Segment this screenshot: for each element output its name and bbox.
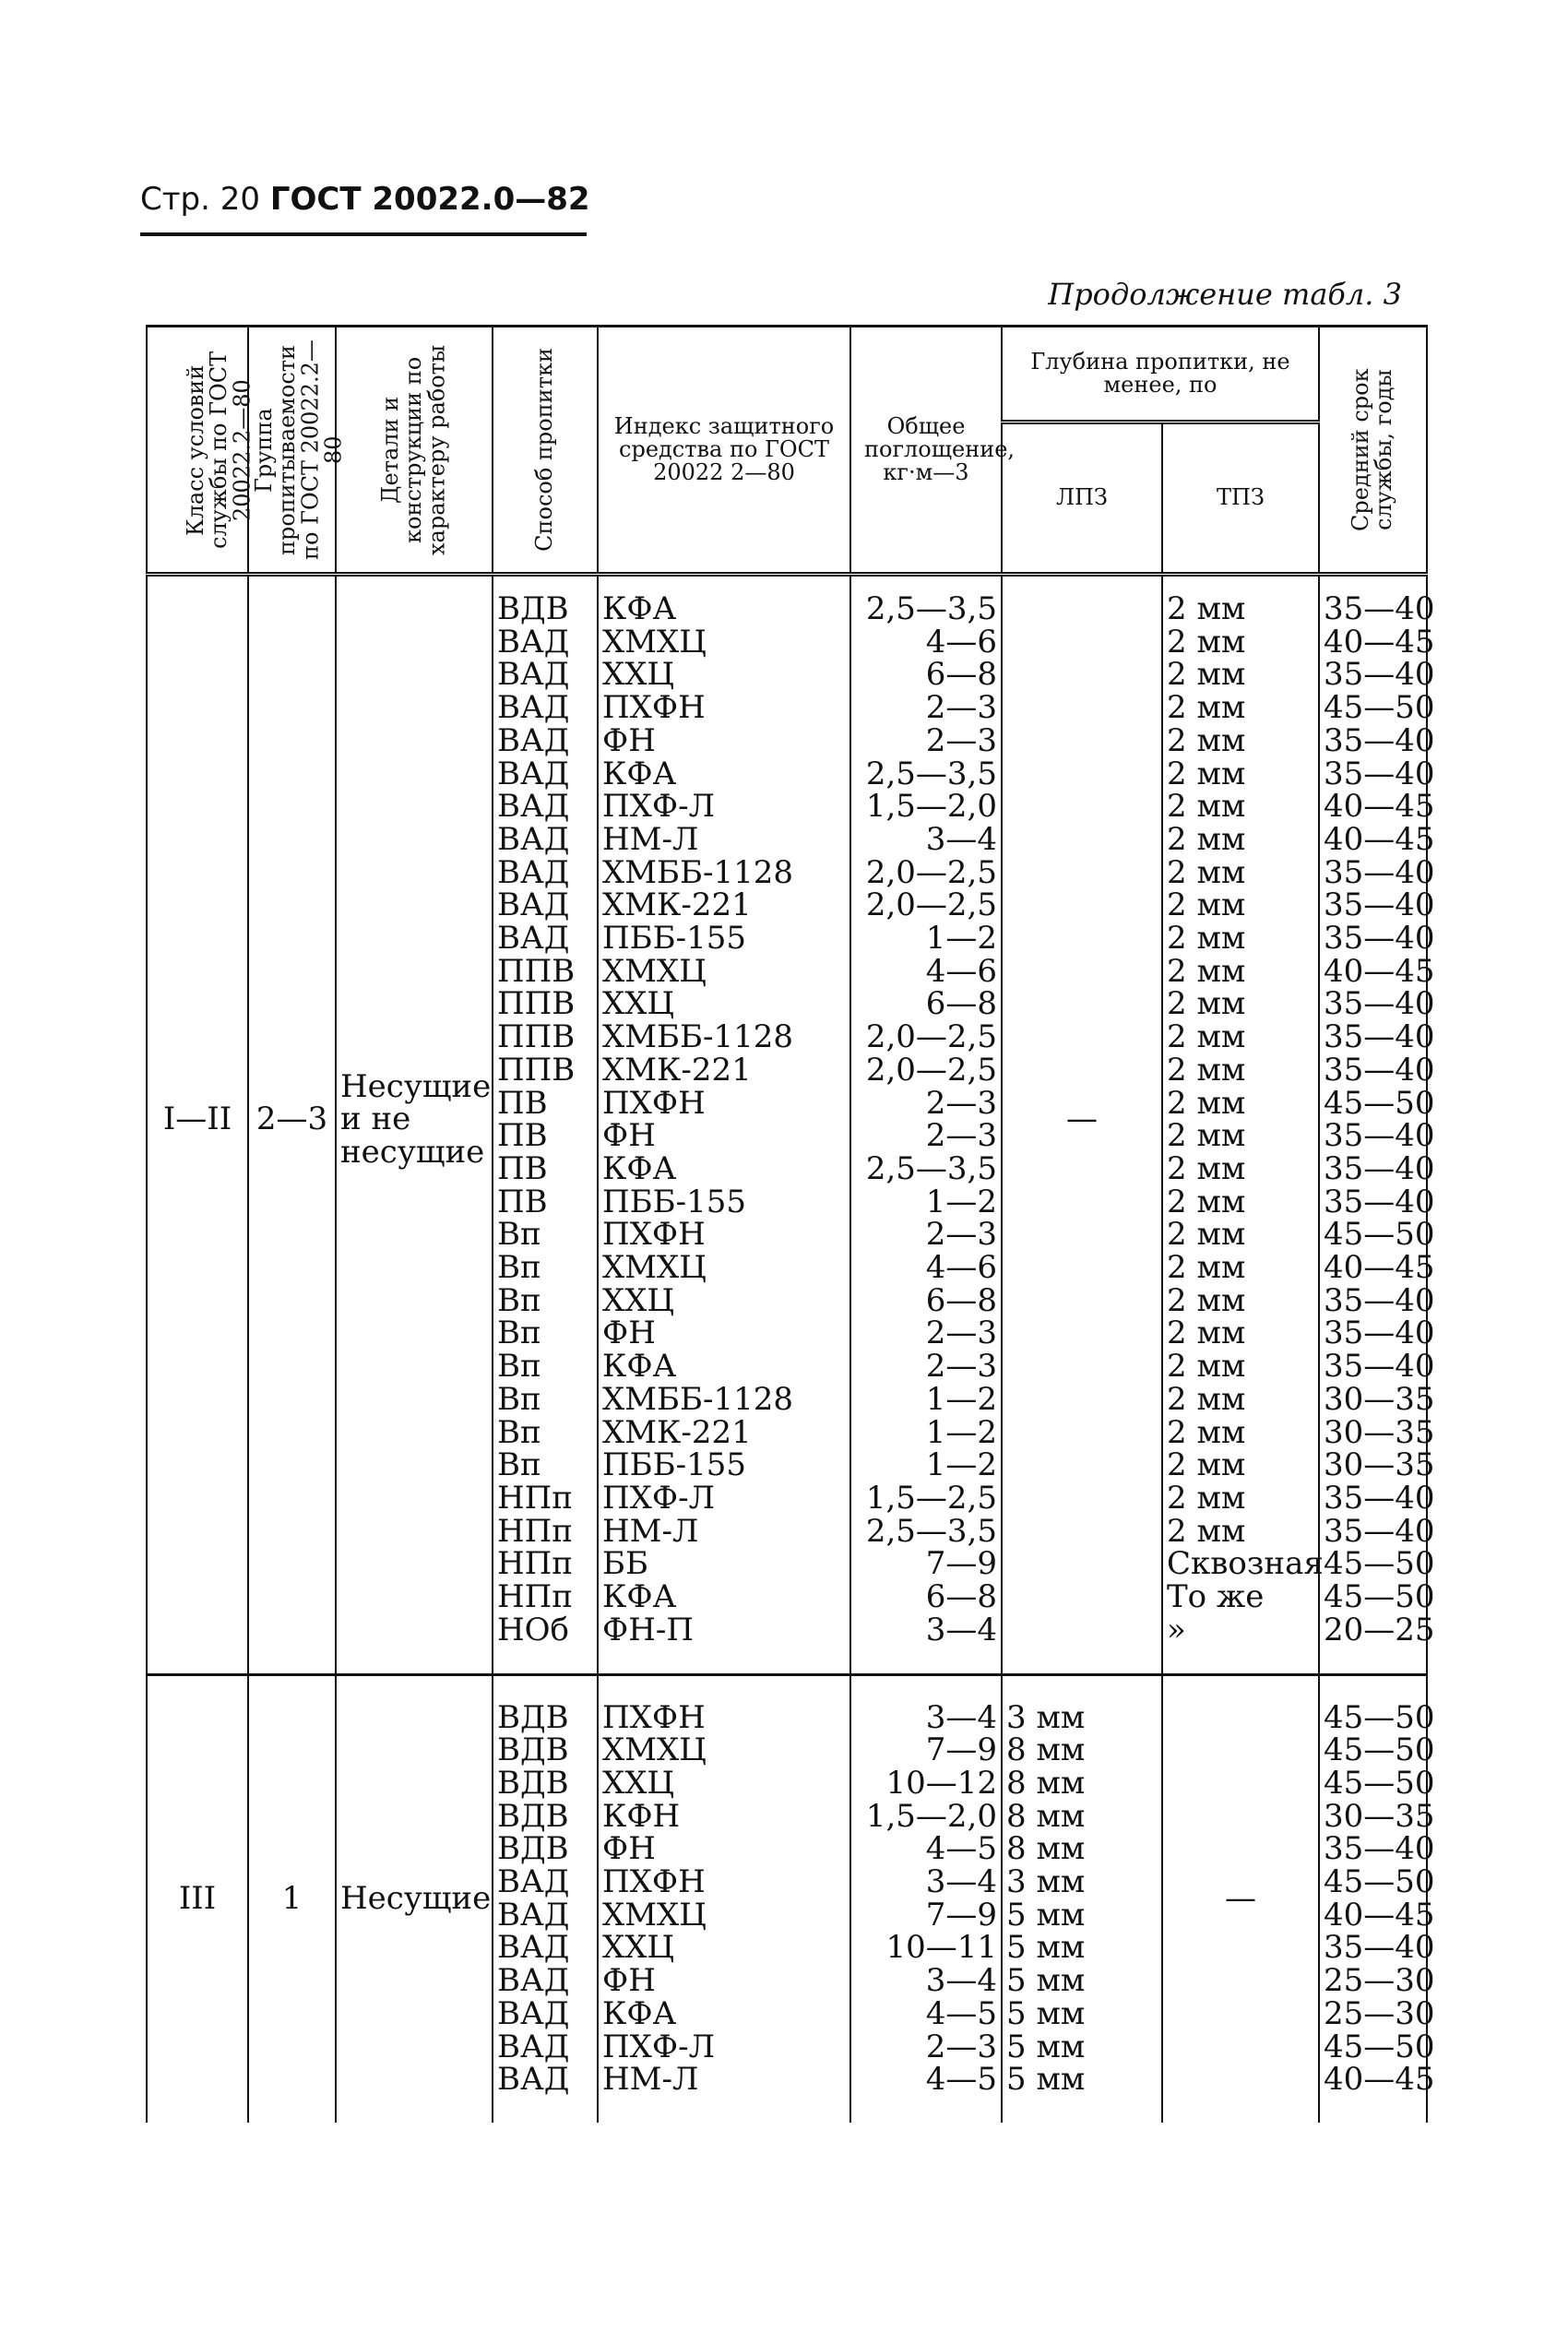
index-cell-value: ФН bbox=[602, 1962, 656, 2000]
absorption-cell-value: 2—3 bbox=[925, 721, 997, 759]
lpz-cell-value: 5 мм bbox=[1006, 1994, 1086, 2032]
lpz-cell: — bbox=[1002, 575, 1162, 1675]
method-cell-value: ВАД bbox=[497, 920, 570, 958]
details-cell: Несущие и не несущие bbox=[336, 575, 493, 1675]
absorption-cell bbox=[850, 1674, 1002, 2123]
method-cell-value: ВАД bbox=[497, 2061, 570, 2099]
method-cell-value: ППВ bbox=[497, 1018, 576, 1056]
index-cell-value: НМ-Л bbox=[602, 2061, 699, 2099]
index-cell-value: НМ-Л bbox=[602, 820, 699, 858]
method-cell-value: Вп bbox=[497, 1380, 541, 1418]
method-cell-value: ПВ bbox=[497, 1149, 548, 1187]
life-cell-value: 45—50 bbox=[1324, 1698, 1435, 1736]
method-cell-value: ППВ bbox=[497, 952, 576, 990]
tpz-cell-value: Сквозная bbox=[1167, 1545, 1324, 1583]
table-section bbox=[147, 575, 1427, 1675]
tpz-cell bbox=[1162, 575, 1324, 1675]
absorption-cell-value: 4—5 bbox=[925, 2061, 997, 2099]
life-cell-value: 40—45 bbox=[1324, 952, 1435, 990]
index-cell-value: КФА bbox=[602, 590, 677, 627]
method-cell bbox=[493, 575, 598, 1675]
absorption-cell-value: 6—8 bbox=[925, 1578, 997, 1616]
method-cell-value: НПп bbox=[497, 1512, 573, 1550]
life-cell-value: 35—40 bbox=[1324, 1281, 1435, 1319]
life-cell-value: 40—45 bbox=[1324, 1249, 1435, 1287]
absorption-cell-value: 3—4 bbox=[925, 820, 997, 858]
method-cell-value: ВДВ bbox=[497, 590, 569, 627]
method-cell-value: ВАД bbox=[497, 886, 570, 924]
life-cell-value: 20—25 bbox=[1324, 1611, 1435, 1648]
absorption-cell-value: 2—3 bbox=[925, 1348, 997, 1386]
life-cell-value: 45—50 bbox=[1324, 689, 1435, 727]
life-cell-value: 35—40 bbox=[1324, 985, 1435, 1023]
life-cell-value: 40—45 bbox=[1324, 820, 1435, 858]
absorption-cell-value: 3—4 bbox=[925, 1611, 997, 1648]
index-cell-value: ФН-П bbox=[602, 1611, 695, 1648]
index-cell bbox=[598, 575, 850, 1675]
lpz-cell-value: 5 мм bbox=[1006, 1929, 1086, 1967]
method-cell-value: Вп bbox=[497, 1413, 541, 1451]
index-cell-value: ПХФН bbox=[602, 1698, 706, 1736]
tpz-cell-value: 2 мм bbox=[1167, 788, 1246, 826]
absorption-cell-value: 6—8 bbox=[925, 1281, 997, 1319]
index-cell-value: ББ bbox=[602, 1545, 648, 1583]
life-cell-value: 35—40 bbox=[1324, 1051, 1435, 1089]
method-cell-value: ВАД bbox=[497, 853, 570, 891]
col-header-group: Группа пропитываемости по ГОСТ 20022.2—80 bbox=[248, 327, 336, 575]
tpz-cell-value: » bbox=[1167, 1611, 1186, 1648]
absorption-cell-value: 4—6 bbox=[925, 1249, 997, 1287]
absorption-cell-value: 1—2 bbox=[925, 1380, 997, 1418]
index-cell-value: КФН bbox=[602, 1797, 681, 1835]
absorption-cell-value: 3—4 bbox=[925, 1863, 997, 1901]
tpz-cell-value: 2 мм bbox=[1167, 689, 1246, 727]
life-cell-value: 40—45 bbox=[1324, 788, 1435, 826]
absorption-cell-value: 1,5—2,0 bbox=[865, 788, 997, 826]
absorption-cell-value: 2,0—2,5 bbox=[865, 1051, 997, 1089]
index-cell-value: ХХЦ bbox=[602, 1764, 675, 1802]
tpz-cell-value: 2 мм bbox=[1167, 1117, 1246, 1155]
index-cell-value: ФН bbox=[602, 1117, 656, 1155]
life-cell-value: 35—40 bbox=[1324, 920, 1435, 958]
method-cell-value: ППВ bbox=[497, 1051, 576, 1089]
index-cell-value: ХМХЦ bbox=[602, 1731, 707, 1769]
method-cell-value: ВДВ bbox=[497, 1731, 569, 1769]
method-cell-value: НОб bbox=[497, 1611, 569, 1648]
method-cell-value: Вп bbox=[497, 1446, 541, 1484]
standard-code: ГОСТ 20022.0—82 bbox=[269, 181, 590, 218]
tpz-cell-value: 2 мм bbox=[1167, 1149, 1246, 1187]
method-cell-value: НПп bbox=[497, 1479, 573, 1517]
absorption-cell-value: 6—8 bbox=[925, 656, 997, 694]
absorption-cell-value: 1—2 bbox=[925, 1183, 997, 1220]
method-cell-value: ВАД bbox=[497, 1962, 570, 2000]
index-cell-value: КФА bbox=[602, 1994, 677, 2032]
index-cell-value: ХМХЦ bbox=[602, 952, 707, 990]
method-cell-value: ПВ bbox=[497, 1183, 548, 1220]
absorption-cell-value: 7—9 bbox=[925, 1731, 997, 1769]
life-cell-value: 45—50 bbox=[1324, 1863, 1435, 1901]
life-cell-value: 40—45 bbox=[1324, 1896, 1435, 1933]
index-cell-value: ПХФ-Л bbox=[602, 1479, 715, 1517]
life-cell-value: 25—30 bbox=[1324, 1962, 1435, 2000]
life-cell bbox=[1319, 575, 1435, 1675]
index-cell bbox=[598, 1674, 850, 2123]
tpz-cell-value: 2 мм bbox=[1167, 920, 1246, 958]
absorption-cell-value: 2,0—2,5 bbox=[865, 1018, 997, 1056]
absorption-cell-value: 6—8 bbox=[925, 985, 997, 1023]
lpz-cell-value: 5 мм bbox=[1006, 1896, 1086, 1933]
tpz-cell-value: То же bbox=[1167, 1578, 1265, 1616]
life-cell-value: 35—40 bbox=[1324, 1479, 1435, 1517]
method-cell-value: ВАД bbox=[497, 820, 570, 858]
col-header-depth: Глубина пропитки, не менее, по bbox=[1002, 327, 1319, 422]
absorption-cell-value: 2—3 bbox=[925, 1084, 997, 1122]
absorption-cell-value: 4—5 bbox=[925, 1830, 997, 1868]
absorption-cell-value: 1,5—2,5 bbox=[865, 1479, 997, 1517]
life-cell-value: 30—35 bbox=[1324, 1797, 1435, 1835]
index-cell-value: ХМХЦ bbox=[602, 1896, 707, 1933]
page-header bbox=[140, 181, 590, 218]
index-cell-value: ХМББ-1128 bbox=[602, 853, 794, 891]
method-cell-value: ВДВ bbox=[497, 1698, 569, 1736]
tpz-cell-value: 2 мм bbox=[1167, 1249, 1246, 1287]
tpz-cell-value: 2 мм bbox=[1167, 1479, 1246, 1517]
tpz-cell-value: 2 мм bbox=[1167, 1018, 1246, 1056]
tpz-cell-value: 2 мм bbox=[1167, 1315, 1246, 1352]
table-section bbox=[147, 1674, 1427, 2123]
index-cell-value: ХМХЦ bbox=[602, 1249, 707, 1287]
life-cell-value: 45—50 bbox=[1324, 1084, 1435, 1122]
details-cell: Несущие bbox=[336, 1674, 493, 2123]
method-cell-value: ВАД bbox=[497, 1994, 570, 2032]
life-cell-value: 35—40 bbox=[1324, 1830, 1435, 1868]
method-cell-value: ВАД bbox=[497, 2028, 570, 2065]
life-cell-value: 35—40 bbox=[1324, 721, 1435, 759]
method-cell-value: ПВ bbox=[497, 1084, 548, 1122]
absorption-cell-value: 10—11 bbox=[885, 1929, 997, 1967]
col-header-tpz: ТПЗ bbox=[1162, 422, 1319, 575]
absorption-cell-value: 2,5—3,5 bbox=[865, 590, 997, 627]
index-cell-value: ПББ-155 bbox=[602, 1446, 747, 1484]
group-cell: 1 bbox=[248, 1674, 336, 2123]
tpz-cell-value: 2 мм bbox=[1167, 1348, 1246, 1386]
tpz-cell-value: 2 мм bbox=[1167, 820, 1246, 858]
absorption-cell-value: 3—4 bbox=[925, 1962, 997, 2000]
index-cell-value: ПББ-155 bbox=[602, 920, 747, 958]
absorption-cell-value: 4—5 bbox=[925, 1994, 997, 2032]
absorption-cell-value: 2,5—3,5 bbox=[865, 755, 997, 792]
life-cell-value: 35—40 bbox=[1324, 1348, 1435, 1386]
lpz-cell-value: 5 мм bbox=[1006, 1962, 1086, 2000]
impregnation-table bbox=[146, 325, 1435, 2123]
index-cell-value: ФН bbox=[602, 1315, 656, 1352]
class-cell: III bbox=[147, 1674, 248, 2123]
tpz-cell-value: 2 мм bbox=[1167, 1216, 1246, 1254]
absorption-cell-value: 2—3 bbox=[925, 1117, 997, 1155]
absorption-cell-value: 10—12 bbox=[885, 1764, 997, 1802]
method-cell-value: НПп bbox=[497, 1545, 573, 1583]
life-cell-value: 30—35 bbox=[1324, 1413, 1435, 1451]
index-cell-value: ФН bbox=[602, 721, 656, 759]
method-cell-value: ВДВ bbox=[497, 1797, 569, 1835]
method-cell-value: ВАД bbox=[497, 788, 570, 826]
index-cell-value: ХМК-221 bbox=[602, 1413, 752, 1451]
lpz-cell-value: 8 мм bbox=[1006, 1731, 1086, 1769]
col-header-class: Класс условий службы по ГОСТ 20022.2—80 bbox=[147, 327, 248, 575]
tpz-cell-value: 2 мм bbox=[1167, 1380, 1246, 1418]
index-cell-value: КФА bbox=[602, 755, 677, 792]
index-cell-value: ХХЦ bbox=[602, 656, 675, 694]
method-cell-value: ВАД bbox=[497, 721, 570, 759]
life-cell-value: 35—40 bbox=[1324, 656, 1435, 694]
absorption-cell-value: 1,5—2,0 bbox=[865, 1797, 997, 1835]
life-cell-value: 25—30 bbox=[1324, 1994, 1435, 2032]
absorption-cell-value: 2,5—3,5 bbox=[865, 1512, 997, 1550]
life-cell-value: 35—40 bbox=[1324, 853, 1435, 891]
page-number: Стр. 20 bbox=[140, 181, 261, 218]
life-cell-value: 35—40 bbox=[1324, 1929, 1435, 1967]
method-cell-value: Вп bbox=[497, 1315, 541, 1352]
life-cell-value: 35—40 bbox=[1324, 1149, 1435, 1187]
absorption-cell-value: 2—3 bbox=[925, 1315, 997, 1352]
lpz-cell-value: 5 мм bbox=[1006, 2028, 1086, 2065]
tpz-cell-value: 2 мм bbox=[1167, 853, 1246, 891]
index-cell-value: ХМББ-1128 bbox=[602, 1018, 794, 1056]
tpz-cell-value: 2 мм bbox=[1167, 1084, 1246, 1122]
tpz-cell-value: 2 мм bbox=[1167, 721, 1246, 759]
index-cell-value: ПХФН bbox=[602, 1216, 706, 1254]
absorption-cell-value: 7—9 bbox=[925, 1545, 997, 1583]
life-cell bbox=[1319, 1674, 1435, 2123]
index-cell-value: ПХФН bbox=[602, 1863, 706, 1901]
method-cell-value: ВДВ bbox=[497, 1830, 569, 1868]
absorption-cell-value: 2—3 bbox=[925, 1216, 997, 1254]
tpz-cell-value: 2 мм bbox=[1167, 656, 1246, 694]
absorption-cell-value: 1—2 bbox=[925, 1413, 997, 1451]
method-cell-value: ВАД bbox=[497, 755, 570, 792]
absorption-cell-value: 2,0—2,5 bbox=[865, 886, 997, 924]
life-cell-value: 45—50 bbox=[1324, 2028, 1435, 2065]
tpz-cell-value: 2 мм bbox=[1167, 1413, 1246, 1451]
index-cell-value: ХМХЦ bbox=[602, 623, 707, 660]
col-header-life: Средний срок службы, годы bbox=[1319, 327, 1427, 575]
class-cell: I—II bbox=[147, 575, 248, 1675]
index-cell-value: ХМК-221 bbox=[602, 1051, 752, 1089]
index-cell-value: КФА bbox=[602, 1149, 677, 1187]
absorption-cell-value: 3—4 bbox=[925, 1698, 997, 1736]
method-cell bbox=[493, 1674, 598, 2123]
col-header-method: Способ пропитки bbox=[493, 327, 598, 575]
method-cell-value: Вп bbox=[497, 1249, 541, 1287]
method-cell-value: ВАД bbox=[497, 689, 570, 727]
absorption-cell-value: 1—2 bbox=[925, 920, 997, 958]
tpz-cell-value: 2 мм bbox=[1167, 1183, 1246, 1220]
index-cell-value: ХХЦ bbox=[602, 1929, 675, 1967]
life-cell-value: 45—50 bbox=[1324, 1731, 1435, 1769]
index-cell-value: ХХЦ bbox=[602, 1281, 675, 1319]
lpz-cell-value: 8 мм bbox=[1006, 1764, 1086, 1802]
method-cell-value: ВАД bbox=[497, 656, 570, 694]
method-cell-value: Вп bbox=[497, 1281, 541, 1319]
life-cell-value: 30—35 bbox=[1324, 1446, 1435, 1484]
lpz-cell-value: 3 мм bbox=[1006, 1698, 1086, 1736]
tpz-cell-value: 2 мм bbox=[1167, 1446, 1246, 1484]
absorption-cell-value: 7—9 bbox=[925, 1896, 997, 1933]
index-cell-value: ФН bbox=[602, 1830, 656, 1868]
life-cell-value: 45—50 bbox=[1324, 1216, 1435, 1254]
index-cell-value: ХМББ-1128 bbox=[602, 1380, 794, 1418]
index-cell-value: ХХЦ bbox=[602, 985, 675, 1023]
method-cell-value: Вп bbox=[497, 1216, 541, 1254]
col-header-index: Индекс защитного средства по ГОСТ 20022 2—80 bbox=[598, 327, 850, 575]
life-cell-value: 35—40 bbox=[1324, 1018, 1435, 1056]
absorption-cell-value: 2—3 bbox=[925, 2028, 997, 2065]
absorption-cell-value: 2,5—3,5 bbox=[865, 1149, 997, 1187]
index-cell-value: ПХФ-Л bbox=[602, 788, 715, 826]
absorption-cell-value: 2—3 bbox=[925, 689, 997, 727]
tpz-cell-value: 2 мм bbox=[1167, 1281, 1246, 1319]
tpz-cell-value: 2 мм bbox=[1167, 1512, 1246, 1550]
col-header-absorption: Общее поглощение, кг·м—3 bbox=[850, 327, 1002, 575]
index-cell-value: ПХФ-Л bbox=[602, 2028, 715, 2065]
method-cell-value: ВАД bbox=[497, 1929, 570, 1967]
life-cell-value: 35—40 bbox=[1324, 1315, 1435, 1352]
method-cell-value: НПп bbox=[497, 1578, 573, 1616]
absorption-cell-value: 4—6 bbox=[925, 952, 997, 990]
tpz-cell: — bbox=[1162, 1674, 1319, 2123]
tpz-cell-value: 2 мм bbox=[1167, 985, 1246, 1023]
absorption-cell-value: 2,0—2,5 bbox=[865, 853, 997, 891]
method-cell-value: ППВ bbox=[497, 985, 576, 1023]
method-cell-value: ВАД bbox=[497, 1896, 570, 1933]
lpz-cell-value: 5 мм bbox=[1006, 2061, 1086, 2099]
life-cell-value: 35—40 bbox=[1324, 1512, 1435, 1550]
tpz-cell-value: 2 мм bbox=[1167, 590, 1246, 627]
lpz-cell-value: 8 мм bbox=[1006, 1830, 1086, 1868]
tpz-cell-value: 2 мм bbox=[1167, 623, 1246, 660]
lpz-cell-value: 3 мм bbox=[1006, 1863, 1086, 1901]
life-cell-value: 35—40 bbox=[1324, 1117, 1435, 1155]
index-cell-value: ХМК-221 bbox=[602, 886, 752, 924]
life-cell-value: 35—40 bbox=[1324, 590, 1435, 627]
life-cell-value: 35—40 bbox=[1324, 1183, 1435, 1220]
life-cell-value: 30—35 bbox=[1324, 1380, 1435, 1418]
group-cell: 2—3 bbox=[248, 575, 336, 1675]
col-header-details: Детали и конструкции по характеру работы bbox=[336, 327, 493, 575]
method-cell-value: ВАД bbox=[497, 1863, 570, 1901]
index-cell-value: НМ-Л bbox=[602, 1512, 699, 1550]
life-cell-value: 40—45 bbox=[1324, 623, 1435, 660]
index-cell-value: ПББ-155 bbox=[602, 1183, 747, 1220]
life-cell-value: 45—50 bbox=[1324, 1764, 1435, 1802]
tpz-cell-value: 2 мм bbox=[1167, 886, 1246, 924]
index-cell-value: ПХФН bbox=[602, 1084, 706, 1122]
absorption-cell-value: 4—6 bbox=[925, 623, 997, 660]
method-cell-value: Вп bbox=[497, 1348, 541, 1386]
lpz-cell bbox=[1002, 1674, 1162, 2123]
absorption-cell bbox=[850, 575, 1002, 1675]
tpz-cell-value: 2 мм bbox=[1167, 952, 1246, 990]
life-cell-value: 45—50 bbox=[1324, 1545, 1435, 1583]
index-cell-value: КФА bbox=[602, 1578, 677, 1616]
life-cell-value: 35—40 bbox=[1324, 755, 1435, 792]
tpz-cell-value: 2 мм bbox=[1167, 755, 1246, 792]
index-cell-value: ПХФН bbox=[602, 689, 706, 727]
tpz-cell-value: 2 мм bbox=[1167, 1051, 1246, 1089]
col-header-lpz: ЛПЗ bbox=[1002, 422, 1162, 575]
index-cell-value: КФА bbox=[602, 1348, 677, 1386]
life-cell-value: 35—40 bbox=[1324, 886, 1435, 924]
life-cell-value: 40—45 bbox=[1324, 2061, 1435, 2099]
table-continuation-label: Продолжение табл. 3 bbox=[1048, 277, 1402, 312]
lpz-cell-value: 8 мм bbox=[1006, 1797, 1086, 1835]
absorption-cell-value: 1—2 bbox=[925, 1446, 997, 1484]
method-cell-value: ПВ bbox=[497, 1117, 548, 1155]
header-rule bbox=[140, 232, 587, 236]
method-cell-value: ВАД bbox=[497, 623, 570, 660]
method-cell-value: ВДВ bbox=[497, 1764, 569, 1802]
life-cell-value: 45—50 bbox=[1324, 1578, 1435, 1616]
